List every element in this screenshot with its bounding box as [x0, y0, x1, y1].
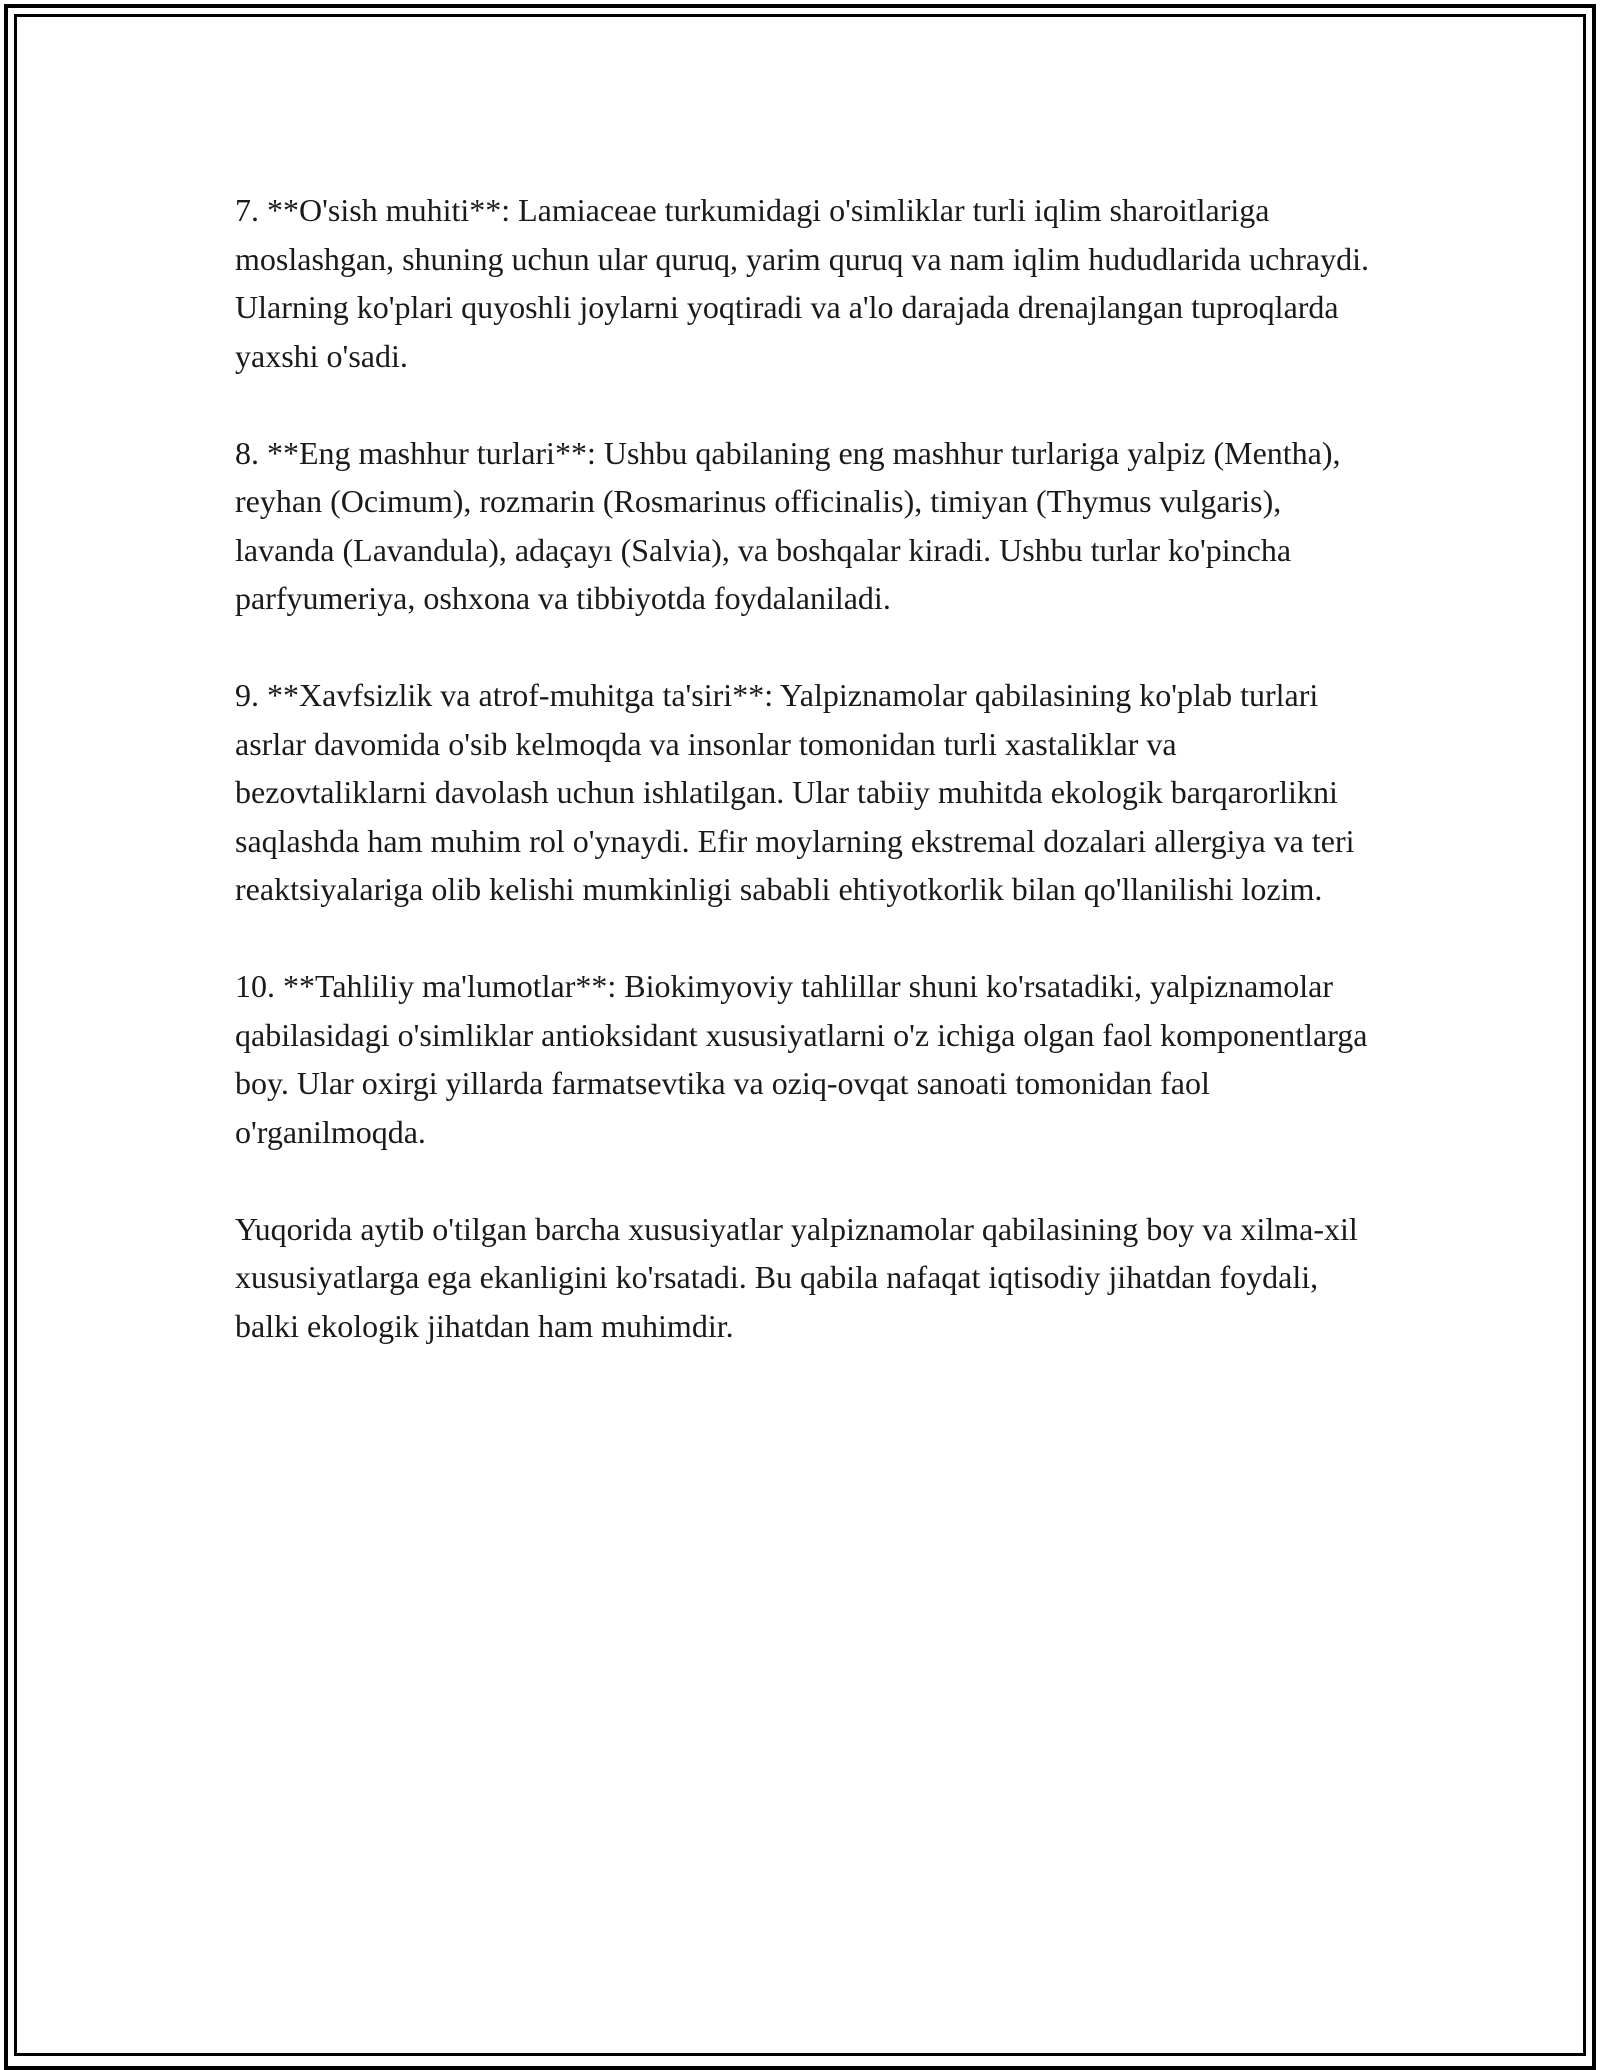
paragraph-conclusion: Yuqorida aytib o'tilgan barcha xususiyatlar yalpiznamolar qabilasining boy va xilma-xil xususiyatlarga ega ekanligini ko'rsatadi. Bu qabila nafaqat iqtisodiy jihatdan foydali, balki ekologik jihatdan ham muhimdir.: [235, 1210, 1358, 1344]
paragraph-popular-species: 8. **Eng mashhur turlari**: Ushbu qabilaning eng mashhur turlariga yalpiz (Mentha), reyhan (Ocimum), rozmarin (Rosmarinus officinalis), timiyan (Thymus vulgaris), lavanda (Lavandula), adaçayı (Salvia), va boshqalar kiradi. Ushbu turlar ko'pincha parfyumeriya, oshxona va tibbiyotda foydalaniladi.: [235, 434, 1341, 616]
paragraph-growth-environment: 7. **O'sish muhiti**: Lamiaceae turkumidagi o'simliklar turli iqlim sharoitlariga moslashgan, shuning uchun ular quruq, yarim quruq va nam iqlim hududlarida uchraydi. Ularning ko'plari quyoshli joylarni yoqtiradi va a'lo darajada drenajlangan tuproqlarda yaxshi o'sadi.: [235, 192, 1369, 374]
paragraph-safety-environment: 9. **Xavfsizlik va atrof-muhitga ta'siri**: Yalpiznamolar qabilasining ko'plab turlari asrlar davomida o'sib kelmoqda va insonlar tomonidan turli xastaliklar va bezovtaliklarni davolash uchun ishlatilgan. Ular tabiiy muhitda ekologik barqarorlikni saqlashda ham muhim rol o'ynaydi. Efir moylarning ekstremal dozalari allergiya va teri reaktsiyalariga olib kelishi mumkinligi sababli ehtiyotkorlik bilan qo'llanilishi lozim.: [235, 677, 1355, 907]
document-body: [235, 186, 1375, 1350]
paragraph-analytical-data: 10. **Tahliliy ma'lumotlar**: Biokimyoviy tahlillar shuni ko'rsatadiki, yalpiznamolar qabilasidagi o'simliklar antioksidant xususiyatlarni o'z ichiga olgan faol komponentlarga boy. Ular oxirgi yillarda farmatsevtika va oziq-ovqat sanoati tomonidan faol o'rganilmoqda.: [235, 968, 1368, 1150]
